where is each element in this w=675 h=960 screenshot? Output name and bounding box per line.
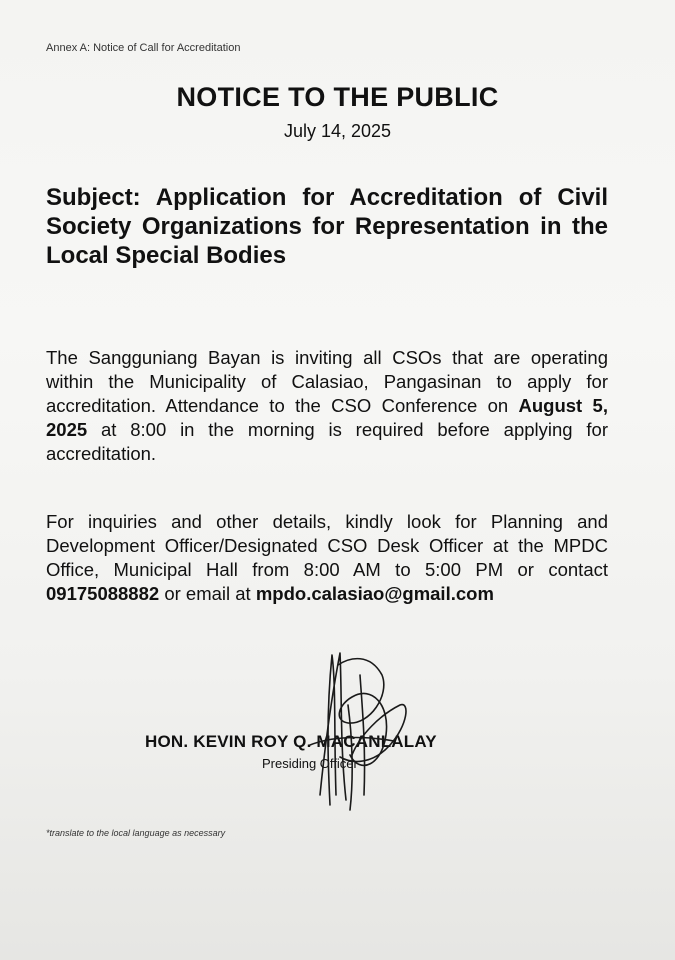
notice-title: NOTICE TO THE PUBLIC <box>176 82 499 112</box>
paragraph-invitation-text: The Sangguniang Bayan is inviting all CSOs that are operating within the Municipality of Calasiao, Pangasinan to apply for accreditation. Attendance to the CSO Conference on <box>46 347 608 416</box>
paragraph-invitation-text-end: at 8:00 in the morning is required before applying for accreditation. <box>46 419 608 464</box>
paragraph-inquiries-text: For inquiries and other details, kindly look for Planning and Development Officer/Designated CSO Desk Officer at the MPDC Office, Municipal Hall from 8:00 AM to 5:00 PM or contact <box>46 511 608 580</box>
contact-phone: 09175088882 <box>46 583 160 604</box>
annex-label: Annex A: Notice of Call for Accreditation <box>46 42 241 54</box>
contact-email: mpdo.calasiao@gmail.com <box>255 583 494 604</box>
paragraph-inquiries <box>46 510 608 606</box>
signatory-name: HON. KEVIN ROY Q. MACANLALAY <box>145 732 437 751</box>
handwritten-signature <box>290 645 420 815</box>
subject-heading: Subject: Application for Accreditation of Civil Society Organizations for Representation in the Local Special Bodies <box>46 184 608 269</box>
paragraph-invitation <box>46 346 608 466</box>
conference-date: August 5, 2025 <box>46 395 608 440</box>
signatory-position: Presiding Officer <box>262 756 358 771</box>
notice-date: July 14, 2025 <box>283 121 392 141</box>
paragraph-inquiries-text-mid: or email at <box>159 583 256 604</box>
footnote: *translate to the local language as necessary <box>46 828 226 838</box>
